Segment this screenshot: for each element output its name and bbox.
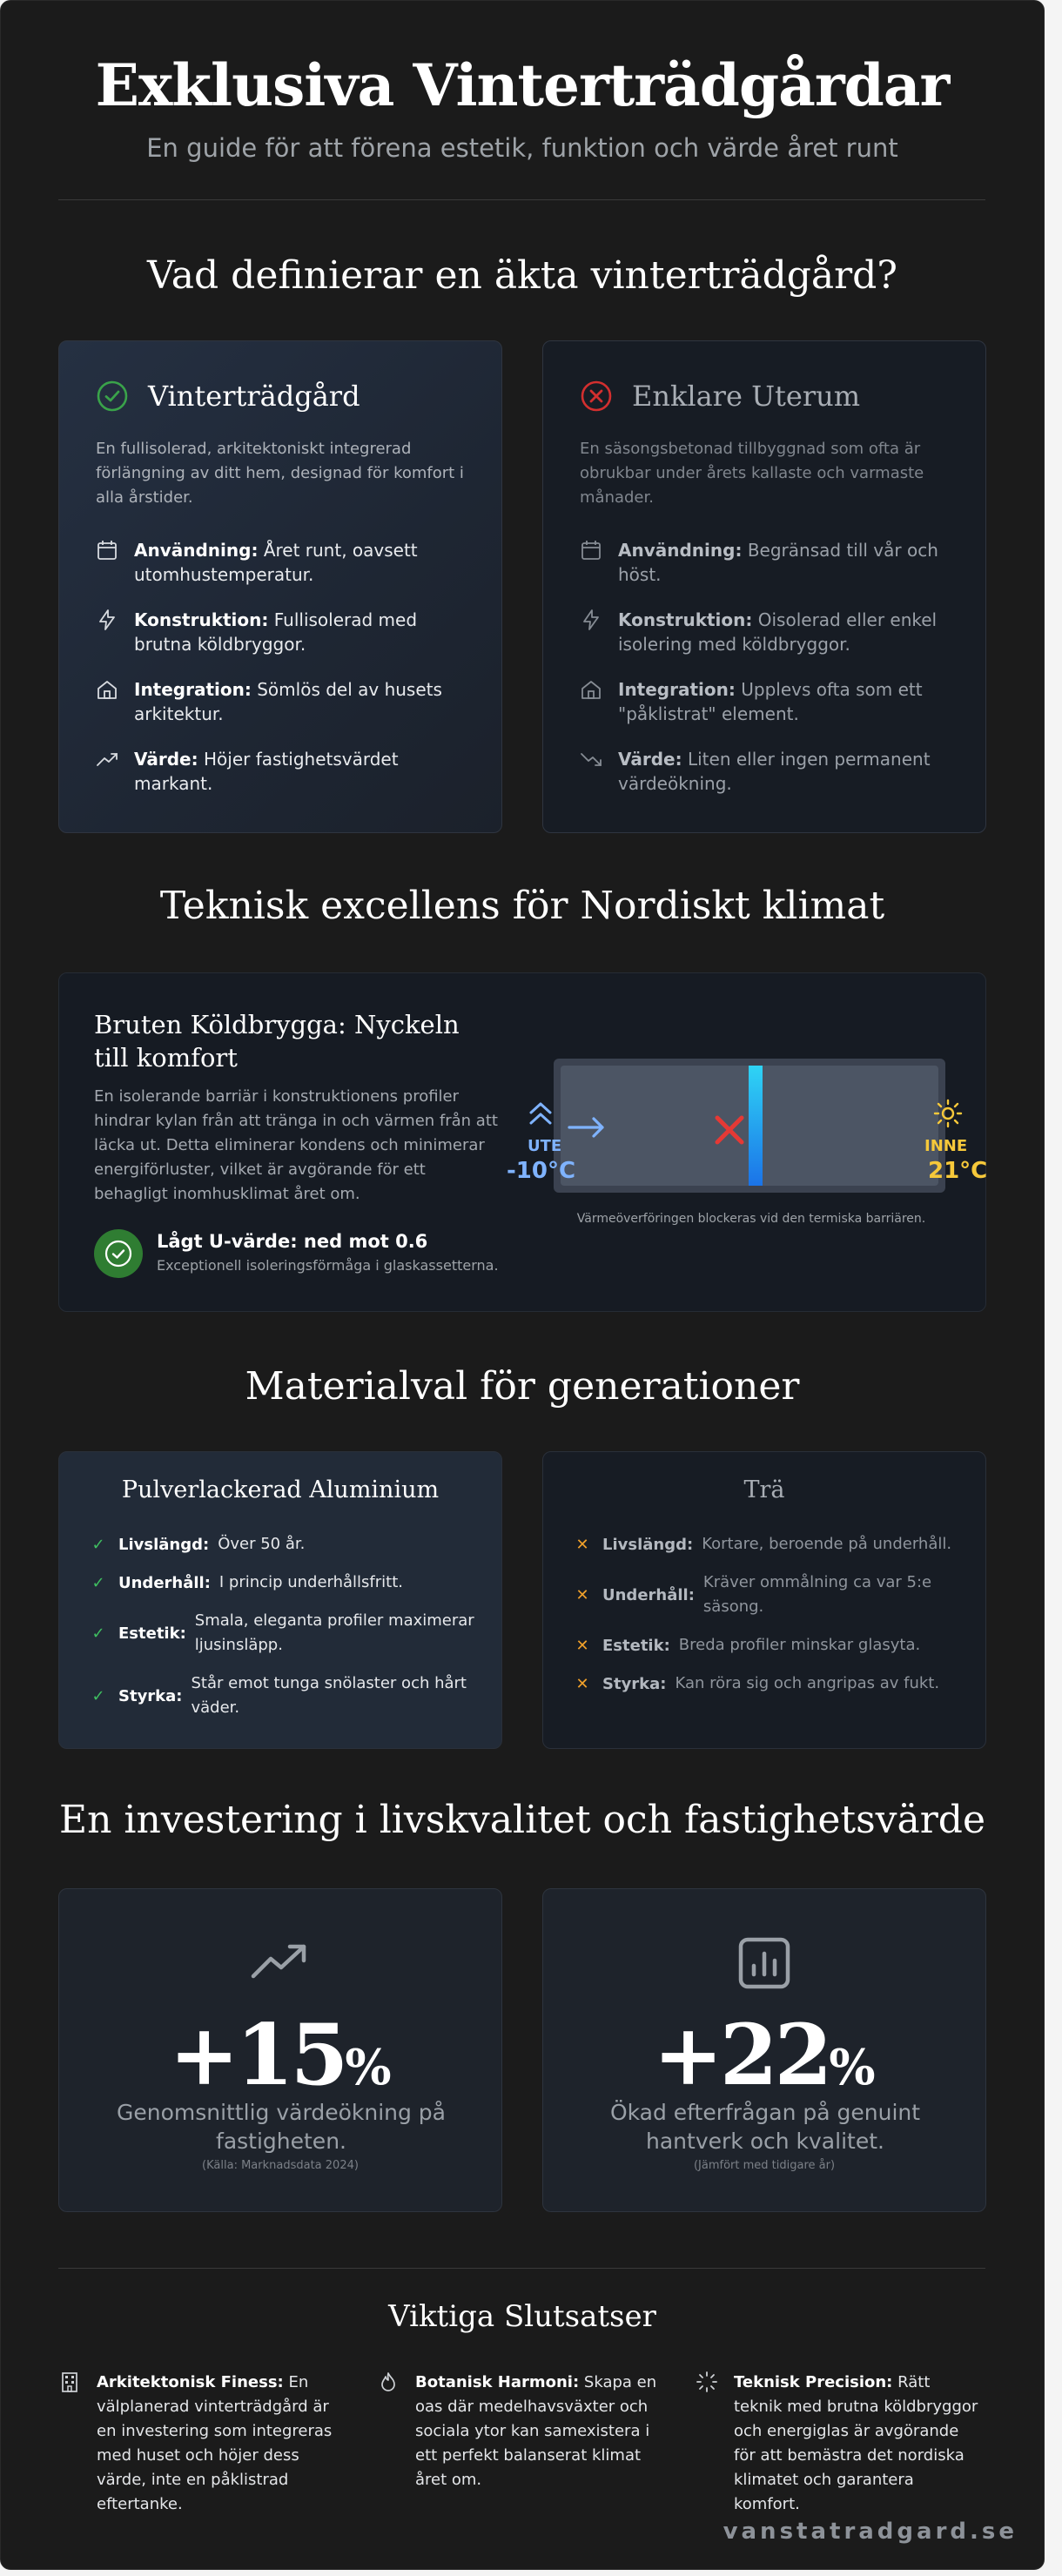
conclusion-label: Teknisk Precision: (734, 2373, 893, 2391)
conclusion-text: En välplanerad vinterträdgård är en investering som integreras med huset och höjer dess värde, inte en påklistrad eftertanke. (97, 2373, 333, 2513)
bolt-icon (580, 609, 602, 631)
stat-card-demand (542, 1888, 986, 2212)
feature-label: Integration: (134, 679, 252, 700)
feature-usage (96, 538, 479, 587)
feature-construction (96, 608, 479, 656)
stat-card-value-increase (58, 1888, 502, 2212)
conclusion-text: Skapa en oas där medelhavsväxter och sociala ytor kan samexistera i ett perfekt balanserat klimat året om. (415, 2373, 657, 2489)
card-enklare-uterum (542, 340, 986, 833)
home-icon (580, 678, 602, 701)
check-circle-icon (96, 380, 129, 413)
conclusion-text: Rätt teknik med brutna köldbryggor och energiglas är avgörande för att bemästra det nordiska klimatet och garantera komfort. (734, 2373, 978, 2513)
badge-title: Lågt U-värde: ned mot 0.6 (157, 1231, 428, 1252)
feature-label: Användning: (618, 540, 743, 561)
stat-description: Ökad efterfrågan på genuint hantverk och kvalitet. (609, 2100, 921, 2154)
material-row: ✕ Estetik: Breda profiler minskar glasyta. (573, 1633, 965, 1658)
conclusion-item (377, 2371, 664, 2492)
tech-heading: Bruten Köldbrygga: Nyckeln till komfort (94, 1010, 460, 1073)
material-row: ✕ Underhåll: Kräver ommålning ca var 5:e säsong. (573, 1570, 965, 1619)
x-icon: ✕ (575, 1674, 589, 1693)
feature-integration (580, 677, 963, 726)
feature-label: Konstruktion: (134, 609, 269, 630)
sun-icon (933, 1099, 963, 1128)
material-row: ✕ Styrka: Kan röra sig och angripas av fukt. (573, 1671, 965, 1696)
trending-up-icon (248, 1931, 313, 1995)
bar-chart-icon (732, 1931, 796, 1995)
building-icon (58, 2371, 81, 2393)
divider (58, 199, 985, 200)
stat-source: (Jämfört med tidigare år) (693, 2159, 836, 2172)
page-title: Exklusiva Vinterträdgårdar (95, 51, 950, 119)
x-icon: ✕ (575, 1636, 589, 1655)
feature-text: Upplevs ofta som ett "påklistrat" element. (618, 679, 923, 724)
conclusion-item (58, 2371, 346, 2517)
feature-text: Höjer fastighetsvärdet markant. (134, 749, 399, 794)
material-card-aluminium (58, 1451, 502, 1749)
feature-text: Begränsad till vår och höst. (618, 540, 938, 585)
stat-value: +22% (653, 2006, 876, 2104)
tech-card (58, 972, 986, 1312)
feature-label: Värde: (134, 749, 198, 770)
cold-chevrons-icon (528, 1099, 554, 1128)
feature-construction (580, 608, 963, 656)
feature-text: Sömlös del av husets arkitektur. (134, 679, 442, 724)
conclusion-item (696, 2371, 983, 2517)
outside-temp: -10°C (507, 1158, 576, 1184)
card-title: Vinterträdgård (148, 380, 360, 413)
divider (58, 2268, 985, 2269)
x-icon: ✕ (575, 1535, 589, 1554)
conclusion-label: Botanisk Harmoni: (415, 2373, 580, 2391)
page-subtitle: En guide för att förena estetik, funktion och värde året runt (146, 133, 898, 163)
footer-site: vanstatradgard.se (723, 2519, 1018, 2545)
trending-down-icon (580, 748, 602, 770)
stat-description: Genomsnittlig värdeökning på fastigheten. (117, 2100, 446, 2154)
card-title: Enklare Uterum (632, 380, 861, 413)
check-badge-icon (94, 1229, 143, 1278)
material-row: ✕ Livslängd: Kortare, beroende på underhåll. (573, 1532, 965, 1557)
bolt-icon (96, 609, 118, 631)
section-title-definition: Vad definierar en äkta vinterträdgård? (147, 253, 897, 298)
outside-label: UTE (528, 1137, 562, 1155)
blocked-x-icon (712, 1113, 747, 1147)
check-icon: ✓ (91, 1686, 105, 1705)
material-row: ✓ Livslängd: Över 50 år. (89, 1532, 481, 1557)
feature-text: Fullisolerad med brutna köldbryggor. (134, 609, 418, 655)
x-icon: ✕ (575, 1585, 589, 1604)
feature-text: Liten eller ingen permanent värdeökning. (618, 749, 931, 794)
thermal-barrier (749, 1066, 763, 1186)
feature-label: Integration: (618, 679, 736, 700)
stat-value: +15% (169, 2006, 392, 2104)
check-icon: ✓ (91, 1624, 105, 1643)
section-title-conclusions: Viktiga Slutsatser (388, 2299, 656, 2334)
feature-value (580, 747, 963, 796)
feature-label: Konstruktion: (618, 609, 753, 630)
card-vintertradgard (58, 340, 502, 833)
card-description: En fullisolerad, arkitektoniskt integrerad förlängning av ditt hem, designad för komfort i alla årstider. (96, 440, 464, 507)
feature-label: Värde: (618, 749, 682, 770)
stat-source: (Källa: Marknadsdata 2024) (202, 2159, 359, 2172)
section-title-investment: En investering i livskvalitet och fastighetsvärde (58, 1798, 985, 1842)
material-card-wood (542, 1451, 986, 1749)
material-title: Pulverlackerad Aluminium (121, 1476, 440, 1503)
badge-subtitle: Exceptionell isoleringsförmåga i glaskassetterna. (157, 1257, 499, 1274)
feature-value (96, 747, 479, 796)
check-icon: ✓ (91, 1573, 105, 1592)
section-title-tech: Teknisk excellens för Nordiskt klimat (159, 884, 885, 928)
feature-integration (96, 677, 479, 726)
feature-label: Användning: (134, 540, 259, 561)
tech-text: En isolerande barriär i konstruktionens profiler hindrar kylan från att tränga in och värmen från att läcka ut. Detta eliminerar kondens och minimerar energiförluster, vilket är avgörande för ett behagligt inomhusklimat året om. (94, 1087, 498, 1203)
thermal-bridge-diagram (554, 1059, 945, 1193)
trending-up-icon (96, 748, 118, 770)
x-circle-icon (580, 380, 613, 413)
loader-icon (696, 2371, 718, 2393)
material-title: Trä (743, 1476, 785, 1503)
section-title-materials: Materialval för generationer (245, 1364, 800, 1409)
material-row: ✓ Underhåll: I princip underhållsfritt. (89, 1570, 481, 1595)
card-header (96, 380, 360, 413)
flame-icon (377, 2371, 400, 2393)
arrow-right-icon (568, 1114, 608, 1140)
check-icon: ✓ (91, 1535, 105, 1554)
card-description: En säsongsbetonad tillbyggnad som ofta är obrukbar under årets kallaste och varmaste månader. (580, 440, 924, 507)
card-header (580, 380, 860, 413)
inside-label: INNE (924, 1137, 968, 1155)
diagram-caption: Värmeöverföringen blockeras vid den termiska barriären. (576, 1212, 926, 1226)
material-row: ✓ Styrka: Står emot tunga snölaster och hårt väder. (89, 1671, 481, 1720)
calendar-icon (580, 539, 602, 562)
home-icon (96, 678, 118, 701)
conclusion-label: Arkitektonisk Finess: (97, 2373, 284, 2391)
calendar-icon (96, 539, 118, 562)
feature-text: Oisolerad eller enkel isolering med köldbryggor. (618, 609, 938, 655)
material-row: ✓ Estetik: Smala, eleganta profiler maximerar ljusinsläpp. (89, 1609, 481, 1658)
feature-text: Året runt, oavsett utomhustemperatur. (134, 540, 418, 585)
feature-usage (580, 538, 963, 587)
inside-temp: 21°C (928, 1158, 988, 1184)
